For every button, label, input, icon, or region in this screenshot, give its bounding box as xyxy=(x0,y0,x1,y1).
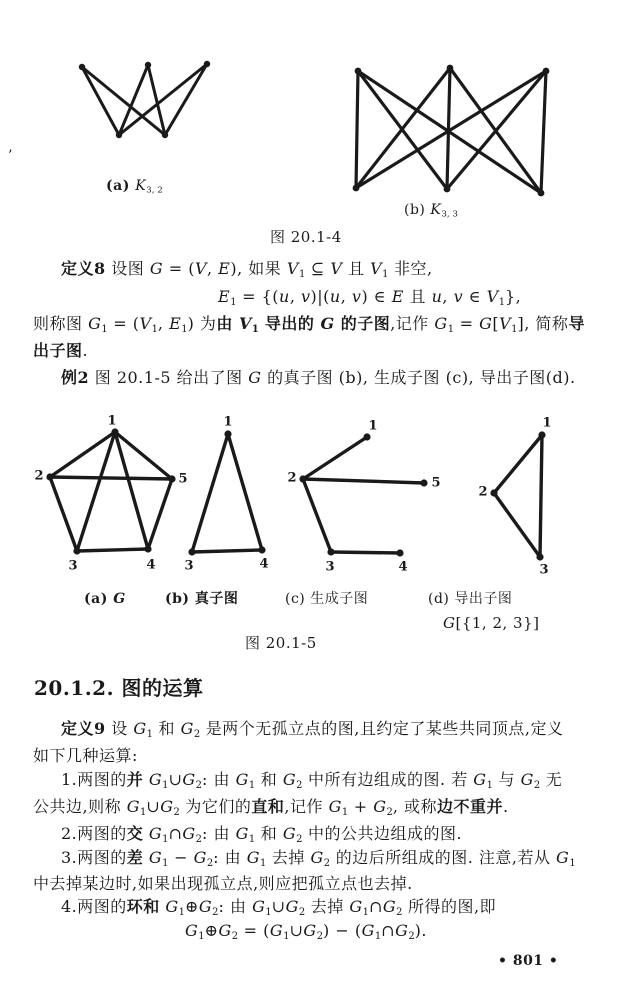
caption-k32: (a) $K_{3, 2}$ xyxy=(106,178,163,196)
graph-vertex xyxy=(396,549,403,556)
graph-edge xyxy=(148,479,172,549)
graph-edge xyxy=(303,479,331,552)
graph-vertex-label: 5 xyxy=(178,471,188,487)
graph-vertex xyxy=(188,548,195,555)
graph-vertex-label: 3 xyxy=(68,558,78,574)
graph-edge xyxy=(228,434,262,550)
graph-edge xyxy=(165,64,207,135)
graph-edge xyxy=(77,549,148,551)
def8-line2: $E_1 = \{(u$, v)|(u, v) ∈ E 且 u, v ∈ $V_1$}, xyxy=(218,287,522,308)
graph-edge xyxy=(303,479,424,483)
graph-vertex xyxy=(258,546,265,553)
graph-vertex-label: 1 xyxy=(368,418,378,434)
graph-edge xyxy=(331,552,400,553)
graph-edge xyxy=(494,435,542,493)
graph-vertex-label: 3 xyxy=(184,558,194,574)
graph-g xyxy=(34,414,187,574)
graph-vertex-label: 5 xyxy=(431,475,441,491)
graph-vertex xyxy=(79,64,85,70)
graph-edge xyxy=(356,71,546,188)
graph-edge xyxy=(82,67,165,135)
graph-vertex xyxy=(543,68,550,75)
graph-vertex xyxy=(73,547,80,554)
graph-edge xyxy=(447,68,450,189)
graph-edge xyxy=(356,71,358,188)
graph-proper-subgraph xyxy=(184,415,268,574)
item3-line2: 中去掉某边时,如果出现孤立点,则应把孤立点也去掉. xyxy=(33,874,413,893)
graph-edge xyxy=(119,64,207,135)
graph-vertex xyxy=(447,65,454,72)
graph-edge xyxy=(82,67,119,135)
graph-vertex xyxy=(224,430,231,437)
def8-line1: 定义8 设图 G = (V, E), 如果 $V_1$ ⊆ V 且 $V_1$ 非空, xyxy=(61,259,433,280)
graph-vertex-label: 3 xyxy=(325,559,335,575)
graph-vertex xyxy=(168,475,175,482)
formula-ring-sum: $G_1\oplus G_2$ = $(G_1\cup G_2)$ − $(G_1\cap G_2)$. xyxy=(185,921,427,942)
item3-line1: 3.两图的差 $G_1 - G_2$: 由 $G_1$ 去掉 $G_2$ 的边后所组成的图. 注意,若从 $G_1$ xyxy=(61,848,576,869)
graph-edge xyxy=(77,432,115,551)
caption-a-g: (a) G xyxy=(84,591,126,607)
graph-vertex xyxy=(353,185,360,192)
page-number: • 801 • xyxy=(498,953,559,969)
item4-line1: 4.两图的环和 $G_1\oplus G_2$: 由 $G_1\cup G_2$ 去掉 $G_1\cap G_2$ 所得的图,即 xyxy=(61,897,497,918)
caption-c-spanning: (c) 生成子图 xyxy=(285,591,369,607)
graph-edge xyxy=(450,68,541,193)
graph-k32 xyxy=(79,61,210,138)
graph-edge xyxy=(494,493,540,557)
example2: 例2 图 20.1-5 给出了图 G 的真子图 (b), 生成子图 (c), 导出子图(d). xyxy=(61,368,576,387)
graph-vertex xyxy=(145,62,151,68)
fig414-caption: 图 20.1-4 xyxy=(270,228,342,246)
graph-edge xyxy=(358,71,447,189)
stray-mark: ’ xyxy=(8,148,13,164)
graph-edge xyxy=(447,71,546,189)
graph-spanning-subgraph xyxy=(287,419,440,575)
graph-edge xyxy=(148,65,165,135)
graph-k33 xyxy=(353,65,550,197)
graph-vertex xyxy=(46,473,53,480)
graph-vertex xyxy=(299,475,306,482)
graph-vertex xyxy=(327,548,334,555)
graph-vertex xyxy=(162,132,168,138)
graph-edge xyxy=(50,477,77,551)
def9-line1: 定义9 设 $G_1$ 和 $G_2$ 是两个无孤立点的图,且约定了某些共同顶点,定义 xyxy=(61,719,564,740)
graph-vertex xyxy=(116,132,122,138)
graph-vertex-label: 2 xyxy=(287,470,297,486)
graph-edge xyxy=(119,65,148,135)
graph-edge xyxy=(50,432,115,477)
graph-edge xyxy=(115,432,172,479)
item1-line2: 公共边,则称 $G_1\cup G_2$ 为它们的直和,记作 $G_1 + G_2$, 或称边不重并. xyxy=(33,797,509,818)
graph-vertex xyxy=(490,489,497,496)
graph-vertex-label: 1 xyxy=(107,413,117,429)
graph-vertex xyxy=(444,186,451,193)
graph-vertex-label: 4 xyxy=(146,557,156,573)
def8-line4: 出子图. xyxy=(33,341,89,360)
graph-vertex-label: 3 xyxy=(539,562,549,578)
def8-line3: 则称图 $G_1 = (V_1$, $E_1$) 为由 $V_1$ 导出的 G 的子图,记作 $G_1 = G[V_1]$, 简称导 xyxy=(33,314,585,335)
graph-vertex xyxy=(420,479,427,486)
graph-vertex xyxy=(144,545,151,552)
graph-vertex-label: 2 xyxy=(34,468,44,484)
def9-line2: 如下几种运算: xyxy=(33,746,138,765)
graph-vertex-label: 4 xyxy=(398,559,408,575)
graph-vertex xyxy=(538,431,545,438)
graph-vertex-label: 2 xyxy=(478,484,488,500)
graph-vertex-label: 4 xyxy=(259,556,269,572)
caption-k33: (b) $K_{3, 3}$ xyxy=(404,202,458,220)
graph-edge xyxy=(540,435,542,557)
graph-vertex xyxy=(363,433,370,440)
graph-vertex xyxy=(538,190,545,197)
graph-edge xyxy=(50,477,172,479)
graph-induced-subgraph xyxy=(478,416,551,578)
graph-vertex xyxy=(536,553,543,560)
graph-edge xyxy=(192,434,228,552)
graph-vertex xyxy=(204,61,210,67)
graph-vertex-label: 1 xyxy=(223,414,233,430)
fig415-caption: 图 20.1-5 xyxy=(245,634,317,652)
item2-line1: 2.两图的交 $G_1\cap G_2$: 由 $G_1$ 和 $G_2$ 中的公共边组成的图. xyxy=(61,824,463,845)
graph-edge xyxy=(192,550,262,552)
graph-vertex xyxy=(111,428,118,435)
graph-edge xyxy=(356,68,450,188)
graph-vertex xyxy=(355,68,362,75)
caption-b-subgraph: (b) 真子图 xyxy=(165,591,239,607)
graph-edge xyxy=(541,71,546,193)
item1-line1: 1.两图的并 $G_1\cup G_2$: 由 $G_1$ 和 $G_2$ 中所有边组成的图. 若 $G_1$ 与 $G_2$ 无 xyxy=(61,770,563,791)
caption-d-induced-2: G[{1, 2, 3}] xyxy=(443,614,540,632)
section-heading: 20.1.2. 图的运算 xyxy=(34,676,204,700)
caption-d-induced: (d) 导出子图 xyxy=(428,591,513,607)
graph-edge xyxy=(115,432,148,549)
graph-edge xyxy=(303,437,367,479)
graph-vertex-label: 1 xyxy=(542,415,552,431)
graph-edge xyxy=(358,71,541,193)
